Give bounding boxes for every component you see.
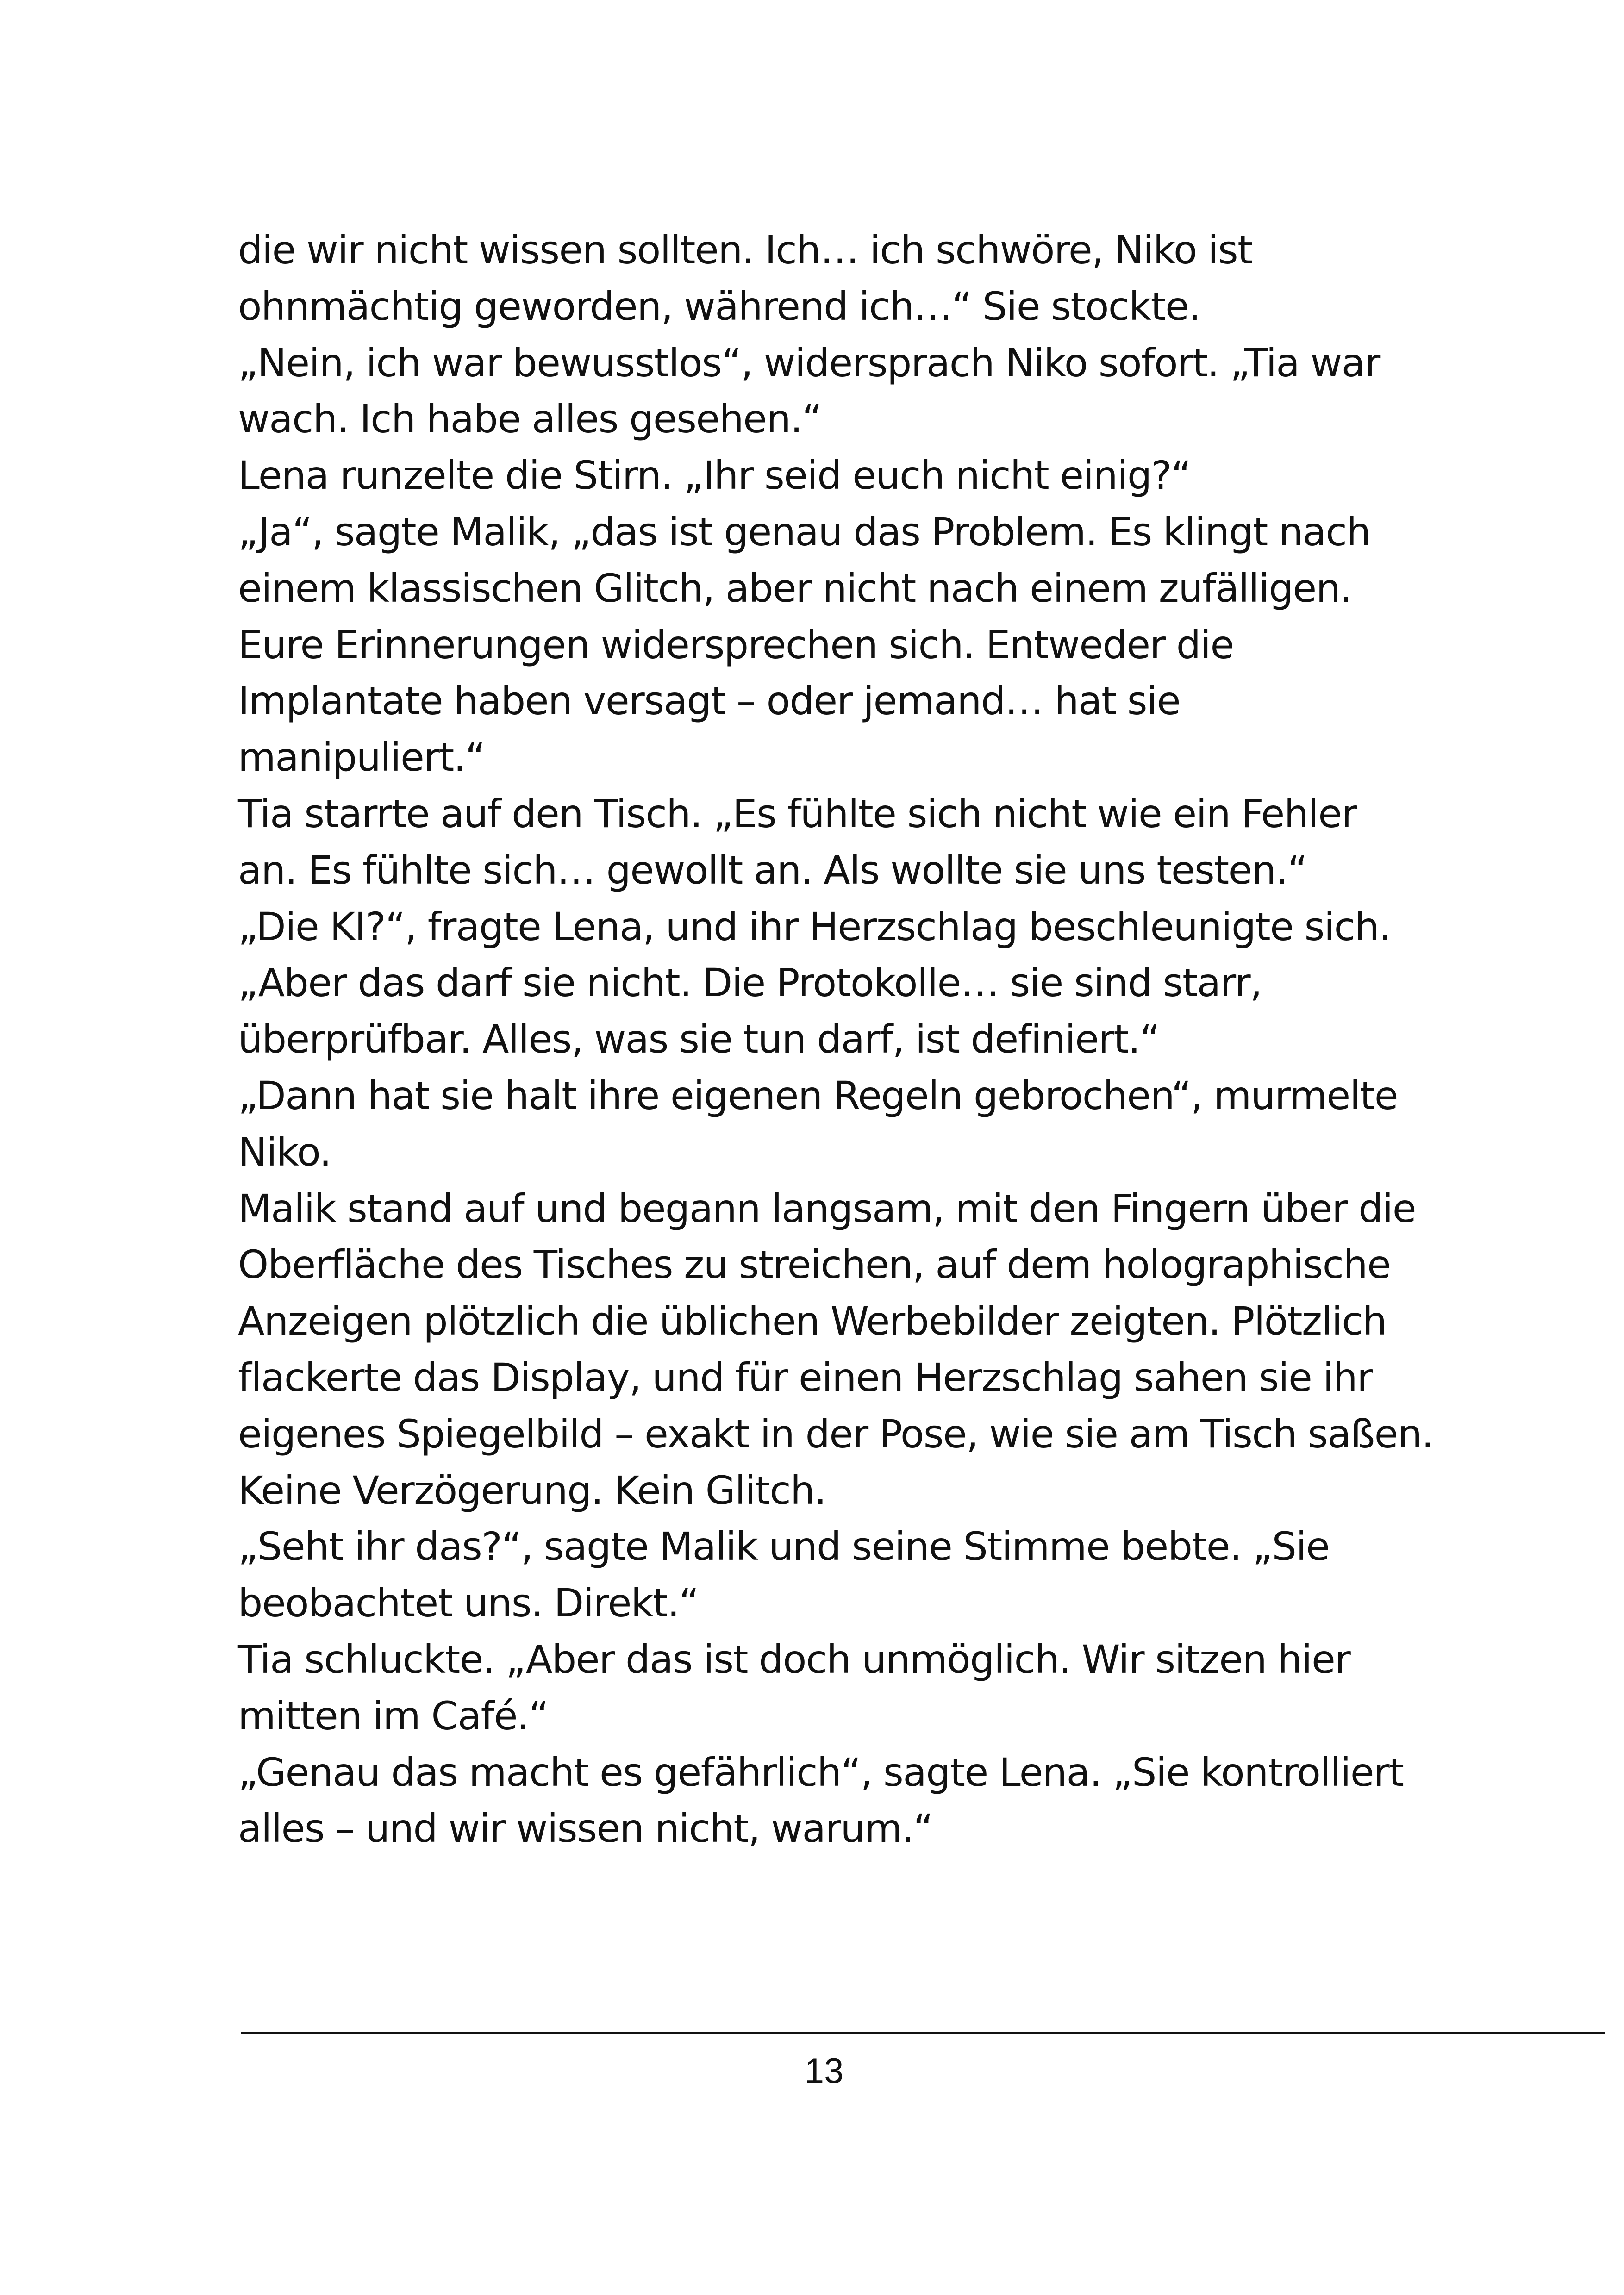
- text-line: flackerte das Display, und für einen Herzschlag sahen sie ihr: [238, 1354, 1373, 1400]
- text-line: ohnmächtig geworden, während ich…“ Sie stockte.: [238, 283, 1200, 329]
- text-line: einem klassischen Glitch, aber nicht nach einem zufälligen.: [238, 565, 1352, 611]
- text-line: „Nein, ich war bewusstlos“, widersprach Niko sofort. „Tia war: [238, 340, 1380, 386]
- text-line: Oberfläche des Tisches zu streichen, auf dem holographische: [238, 1242, 1391, 1288]
- text-line: alles – und wir wissen nicht, warum.“: [238, 1806, 933, 1852]
- text-line: wach. Ich habe alles gesehen.“: [238, 396, 822, 442]
- text-line: manipuliert.“: [238, 735, 485, 780]
- text-line: „Genau das macht es gefährlich“, sagte Lena. „Sie kontrolliert: [238, 1749, 1404, 1795]
- text-line: Keine Verzögerung. Kein Glitch.: [238, 1467, 826, 1513]
- footer-divider: [241, 2032, 1605, 2034]
- page-number: 13: [804, 2052, 844, 2091]
- text-line: beobachtet uns. Direkt.“: [238, 1580, 699, 1626]
- text-line: Implantate haben versagt – oder jemand… hat sie: [238, 678, 1181, 724]
- text-line: eigenes Spiegelbild – exakt in der Pose, wie sie am Tisch saßen.: [238, 1411, 1433, 1457]
- text-line: Tia starrte auf den Tisch. „Es fühlte sich nicht wie ein Fehler: [238, 791, 1357, 836]
- text-line: „Dann hat sie halt ihre eigenen Regeln gebrochen“, murmelte: [238, 1073, 1398, 1118]
- text-line: „Die KI?“, fragte Lena, und ihr Herzschlag beschleunigte sich.: [238, 904, 1391, 949]
- text-line: Lena runzelte die Stirn. „Ihr seid euch nicht einig?“: [238, 453, 1191, 499]
- text-line: „Aber das darf sie nicht. Die Protokolle… sie sind starr,: [238, 960, 1262, 1006]
- text-line: Anzeigen plötzlich die üblichen Werbebilder zeigten. Plötzlich: [238, 1298, 1387, 1344]
- text-line: an. Es fühlte sich… gewollt an. Als wollte sie uns testen.“: [238, 847, 1307, 893]
- text-line: Tia schluckte. „Aber das ist doch unmöglich. Wir sitzen hier: [238, 1636, 1350, 1682]
- text-line: Eure Erinnerungen widersprechen sich. Entweder die: [238, 622, 1234, 667]
- text-line: überprüfbar. Alles, was sie tun darf, ist definiert.“: [238, 1017, 1160, 1062]
- text-line: mitten im Café.“: [238, 1693, 549, 1739]
- text-line: „Ja“, sagte Malik, „das ist genau das Problem. Es klingt nach: [238, 509, 1371, 555]
- text-line: die wir nicht wissen sollten. Ich… ich schwöre, Niko ist: [238, 227, 1252, 273]
- text-line: „Seht ihr das?“, sagte Malik und seine Stimme bebte. „Sie: [238, 1524, 1330, 1570]
- body-text: [238, 222, 1465, 1857]
- text-line: Niko.: [238, 1129, 331, 1175]
- text-line: Malik stand auf und begann langsam, mit den Fingern über die: [238, 1185, 1416, 1231]
